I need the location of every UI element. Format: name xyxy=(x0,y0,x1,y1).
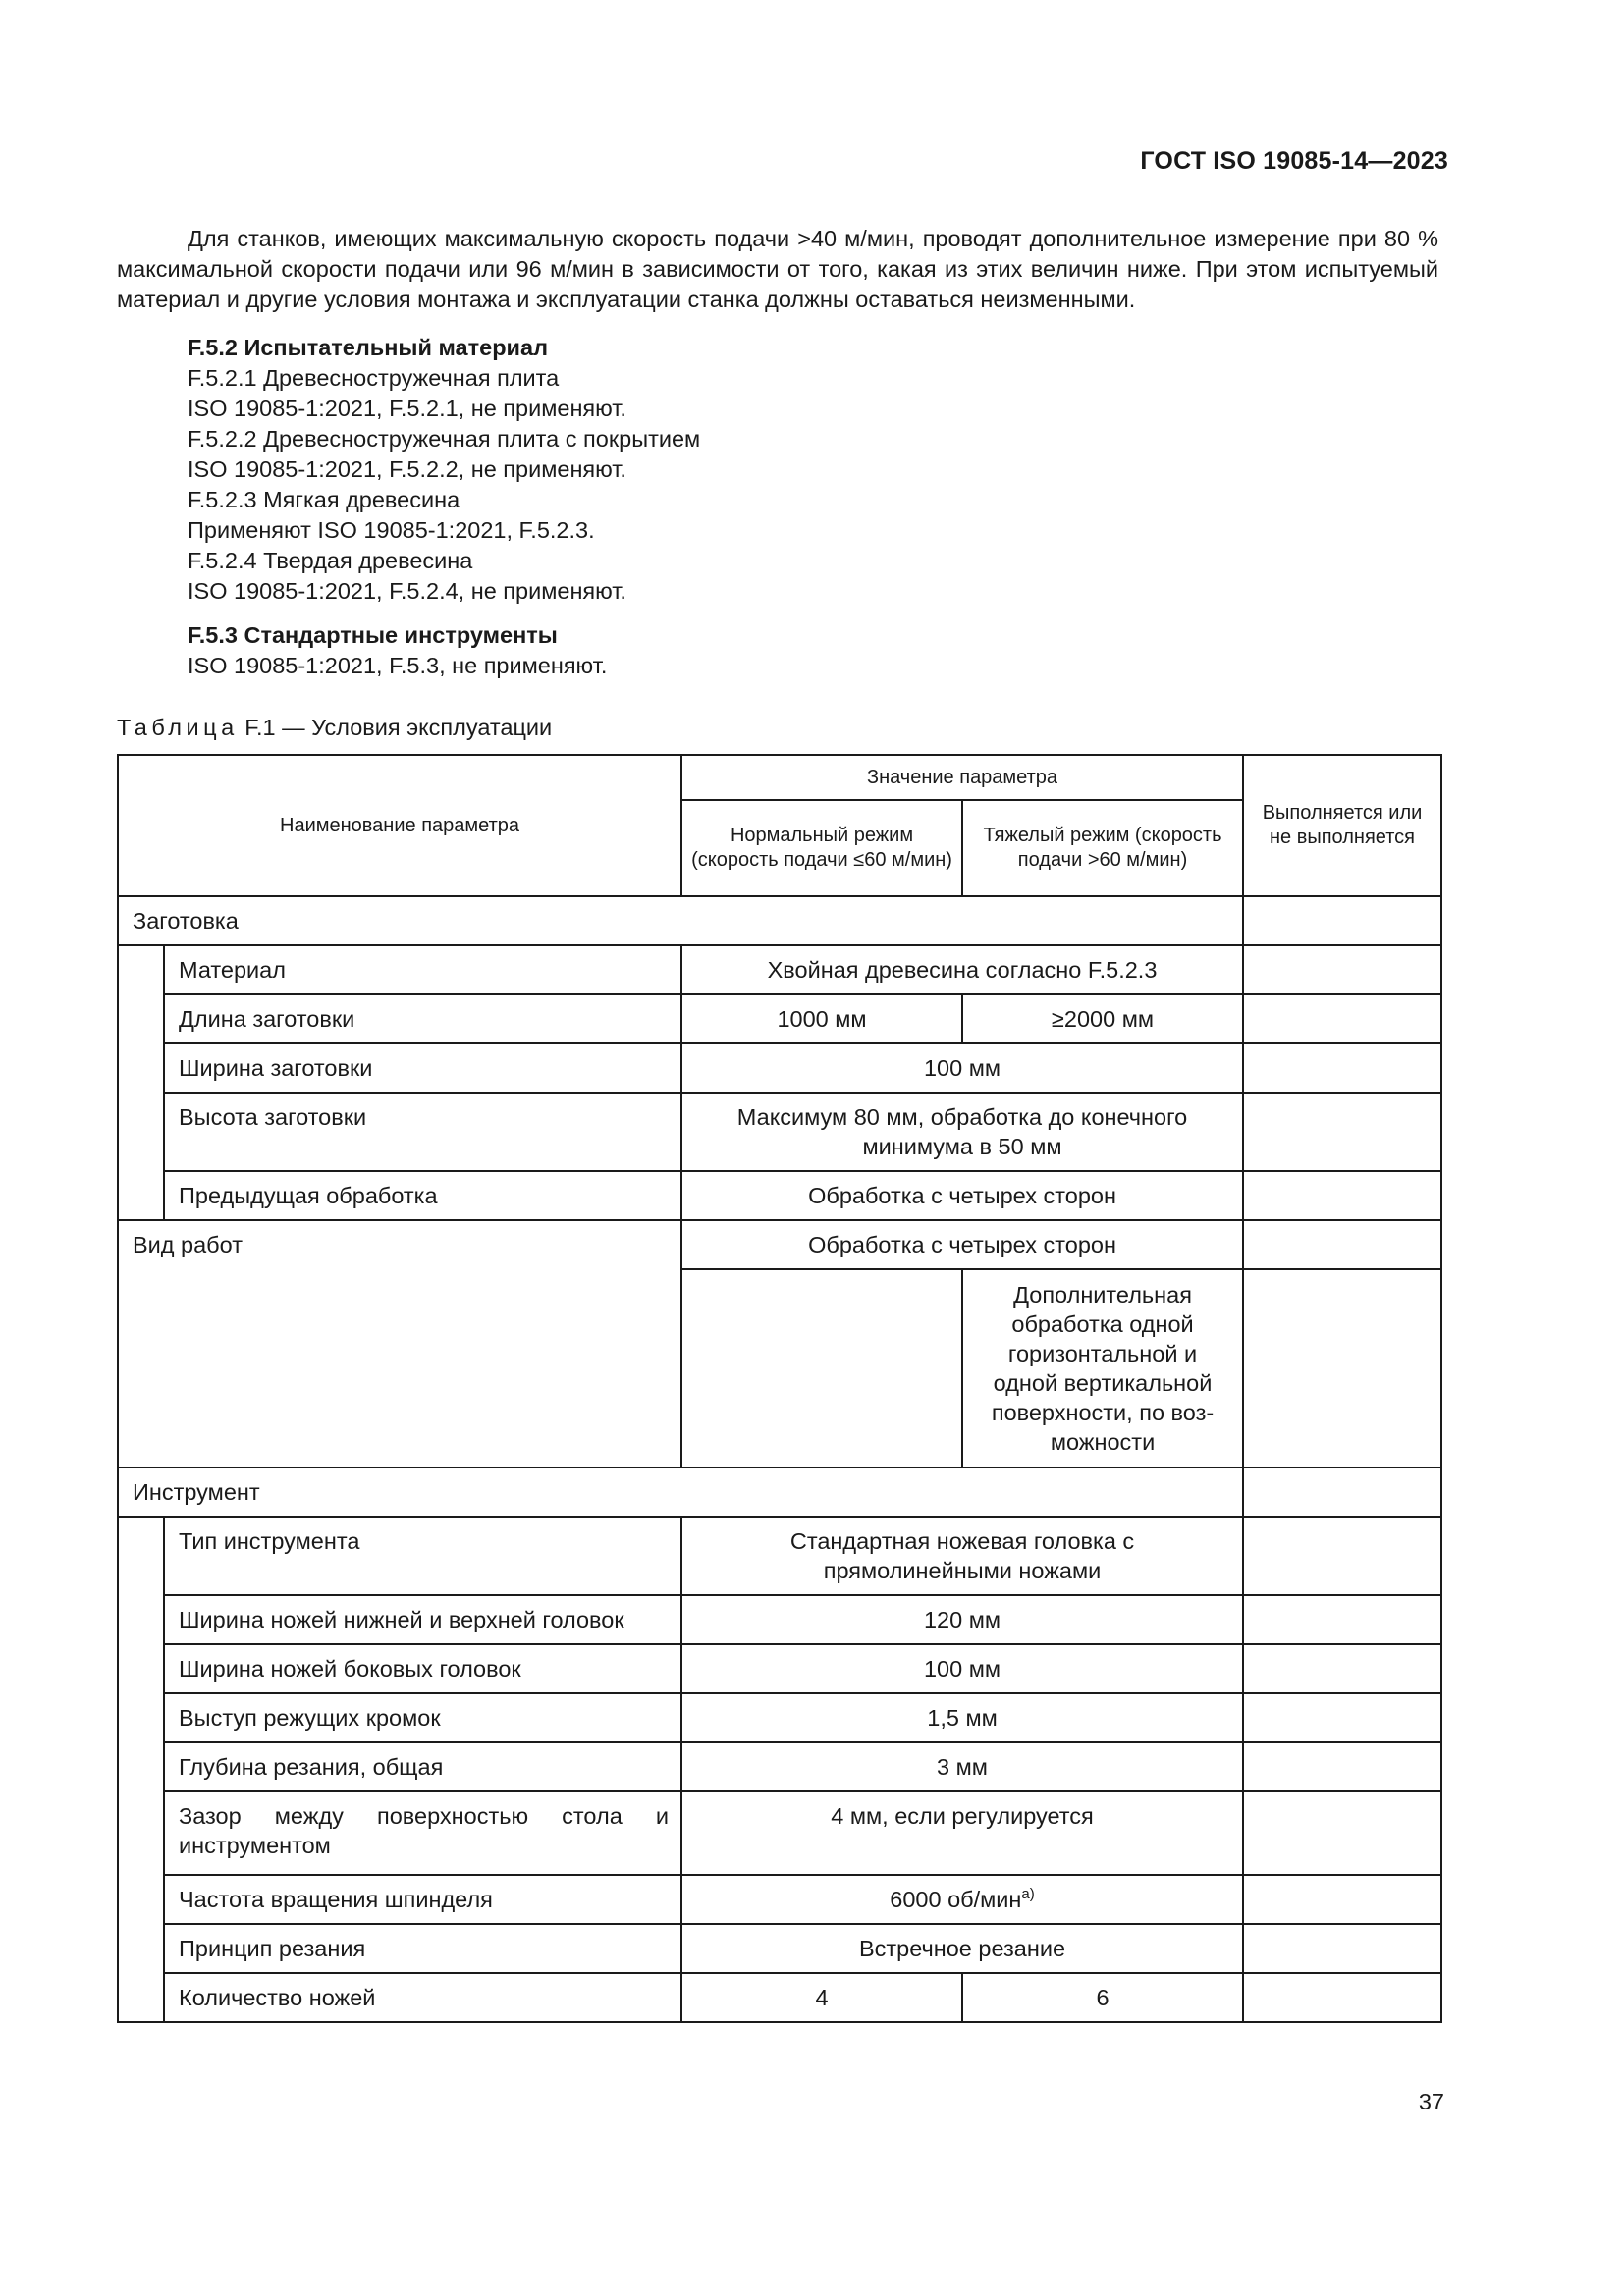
fulfilled-cell xyxy=(1243,1595,1441,1644)
header-fulfilled: Выполняется или не выполняется xyxy=(1243,755,1441,896)
param-gap: Зазор между поверхностью стола и инструментом xyxy=(164,1791,681,1875)
table-row xyxy=(118,1171,1441,1220)
value-work-type-normal-empty xyxy=(681,1269,962,1468)
table-row xyxy=(118,994,1441,1043)
table-caption-label: Таблица xyxy=(117,715,239,740)
table-row xyxy=(118,1742,1441,1791)
table-row xyxy=(118,1093,1441,1171)
value-cut-depth: 3 мм xyxy=(681,1742,1243,1791)
param-work-type: Вид работ xyxy=(118,1220,681,1468)
fulfilled-cell xyxy=(1243,1220,1441,1269)
param-length: Длина заготовки xyxy=(164,994,681,1043)
section-f52-line: ISO 19085-1:2021, F.5.2.4, не применяют. xyxy=(188,578,626,604)
indent-cell xyxy=(118,945,164,1220)
value-width: 100 мм xyxy=(681,1043,1243,1093)
spindle-speed-text: 6000 об/мин xyxy=(890,1887,1022,1912)
section-f52 xyxy=(188,333,700,607)
value-work-type: Обработка с четырех сторон xyxy=(681,1220,1243,1269)
param-cutting-principle: Принцип резания xyxy=(164,1924,681,1973)
fulfilled-cell xyxy=(1243,1875,1441,1924)
section-f52-line: Применяют ISO 19085-1:2021, F.5.2.3. xyxy=(188,517,595,543)
value-knife-count-heavy: 6 xyxy=(962,1973,1243,2022)
table-caption-title: — Условия эксплуатации xyxy=(275,715,553,740)
section-f53 xyxy=(188,620,607,681)
value-cutting-principle: Встречное резание xyxy=(681,1924,1243,1973)
param-height: Высота заготовки xyxy=(164,1093,681,1171)
value-height: Максимум 80 мм, обработка до конечного минимума в 50 мм xyxy=(681,1093,1243,1171)
page-number: 37 xyxy=(1418,2089,1444,2114)
group-tool: Инструмент xyxy=(118,1468,1243,1517)
document-header: ГОСТ ISO 19085-14—2023 xyxy=(1140,147,1448,175)
param-knife-count: Количество ножей xyxy=(164,1973,681,2022)
table-caption-number: F.1 xyxy=(244,715,276,740)
param-knife-width-side: Ширина ножей боковых головок xyxy=(164,1644,681,1693)
section-f52-line: ISO 19085-1:2021, F.5.2.1, не применяют. xyxy=(188,396,626,421)
value-knife-count-normal: 4 xyxy=(681,1973,962,2022)
param-tool-type: Тип инструмента xyxy=(164,1517,681,1595)
value-gap: 4 мм, если регулируется xyxy=(681,1791,1243,1875)
group-workpiece: Заготовка xyxy=(118,896,1243,945)
param-material: Материал xyxy=(164,945,681,994)
param-spindle-speed: Частота вращения шпинделя xyxy=(164,1875,681,1924)
value-material: Хвойная древесина согласно F.5.2.3 xyxy=(681,945,1243,994)
value-length-normal: 1000 мм xyxy=(681,994,962,1043)
fulfilled-cell xyxy=(1243,1973,1441,2022)
value-spindle-speed xyxy=(681,1875,1243,1924)
table-row xyxy=(118,1693,1441,1742)
section-f52-line: F.5.2.3 Мягкая древесина xyxy=(188,487,460,512)
param-edge-projection: Выступ режущих кромок xyxy=(164,1693,681,1742)
table-row xyxy=(118,1644,1441,1693)
value-preprocessing: Обработка с четырех сторон xyxy=(681,1171,1243,1220)
table-row xyxy=(118,1595,1441,1644)
indent-cell xyxy=(118,1517,164,2022)
fulfilled-cell xyxy=(1243,1644,1441,1693)
value-knife-width-side: 100 мм xyxy=(681,1644,1243,1693)
header-heavy-mode: Тяжелый режим (скорость подачи >60 м/мин) xyxy=(962,800,1243,896)
section-f52-line: F.5.2.2 Древесностружечная плита с покрытием xyxy=(188,426,701,452)
fulfilled-cell xyxy=(1243,1269,1441,1468)
fulfilled-cell xyxy=(1243,1693,1441,1742)
value-length-heavy: ≥2000 мм xyxy=(962,994,1243,1043)
table-caption xyxy=(117,713,552,743)
fulfilled-cell xyxy=(1243,1791,1441,1875)
intro-paragraph: Для станков, имеющих максимальную скорость подачи >40 м/мин, проводят дополнительное измерение при 80 % максимальной скорости подачи или 96 м/мин в зависимости от того, какая из этих величин ниже. При этом испытуемый материал и другие условия монтажа и эксплуатации станка должны оставаться неизменными. xyxy=(117,226,1438,312)
fulfilled-cell xyxy=(1243,1517,1441,1595)
table-row xyxy=(118,1875,1441,1924)
fulfilled-cell xyxy=(1243,1924,1441,1973)
param-cut-depth: Глубина резания, общая xyxy=(164,1742,681,1791)
table-row xyxy=(118,1924,1441,1973)
table-row xyxy=(118,1517,1441,1595)
table-row xyxy=(118,1973,1441,2022)
table-row xyxy=(118,1468,1441,1517)
conditions-table xyxy=(117,754,1442,2023)
table-row xyxy=(118,1220,1441,1269)
fulfilled-cell xyxy=(1243,945,1441,994)
section-f52-line: ISO 19085-1:2021, F.5.2.2, не применяют. xyxy=(188,456,626,482)
section-f52-line: F.5.2.4 Твердая древесина xyxy=(188,548,473,573)
param-preprocessing: Предыдущая обработка xyxy=(164,1171,681,1220)
fulfilled-cell xyxy=(1243,1468,1441,1517)
section-f53-line: ISO 19085-1:2021, F.5.3, не применяют. xyxy=(188,653,608,678)
section-f52-heading: F.5.2 Испытательный материал xyxy=(188,335,548,360)
param-width: Ширина заготовки xyxy=(164,1043,681,1093)
table-header-row xyxy=(118,755,1441,800)
fulfilled-cell xyxy=(1243,1043,1441,1093)
fulfilled-cell xyxy=(1243,1171,1441,1220)
value-tool-type: Стандартная ножевая головка с прямолинейными ножами xyxy=(681,1517,1243,1595)
fulfilled-cell xyxy=(1243,896,1441,945)
section-f52-line: F.5.2.1 Древесностружечная плита xyxy=(188,365,560,391)
table-row xyxy=(118,1791,1441,1875)
footnote-mark: а) xyxy=(1021,1886,1035,1902)
header-param-name: Наименование параметра xyxy=(118,755,681,896)
table-row xyxy=(118,1043,1441,1093)
header-normal-mode: Нормальный режим (скорость подачи ≤60 м/мин) xyxy=(681,800,962,896)
section-f53-heading: F.5.3 Стандартные инструменты xyxy=(188,622,558,648)
param-knife-width-tb: Ширина ножей нижней и верхней головок xyxy=(164,1595,681,1644)
fulfilled-cell xyxy=(1243,994,1441,1043)
value-edge-projection: 1,5 мм xyxy=(681,1693,1243,1742)
table-row xyxy=(118,896,1441,945)
fulfilled-cell xyxy=(1243,1742,1441,1791)
header-param-value: Значение параметра xyxy=(681,755,1243,800)
table-row xyxy=(118,945,1441,994)
value-work-type-heavy-extra: Дополнительная обработка одной горизонтальной и одной вертикальной поверхности, по воз-можности xyxy=(962,1269,1243,1468)
value-knife-width-tb: 120 мм xyxy=(681,1595,1243,1644)
fulfilled-cell xyxy=(1243,1093,1441,1171)
